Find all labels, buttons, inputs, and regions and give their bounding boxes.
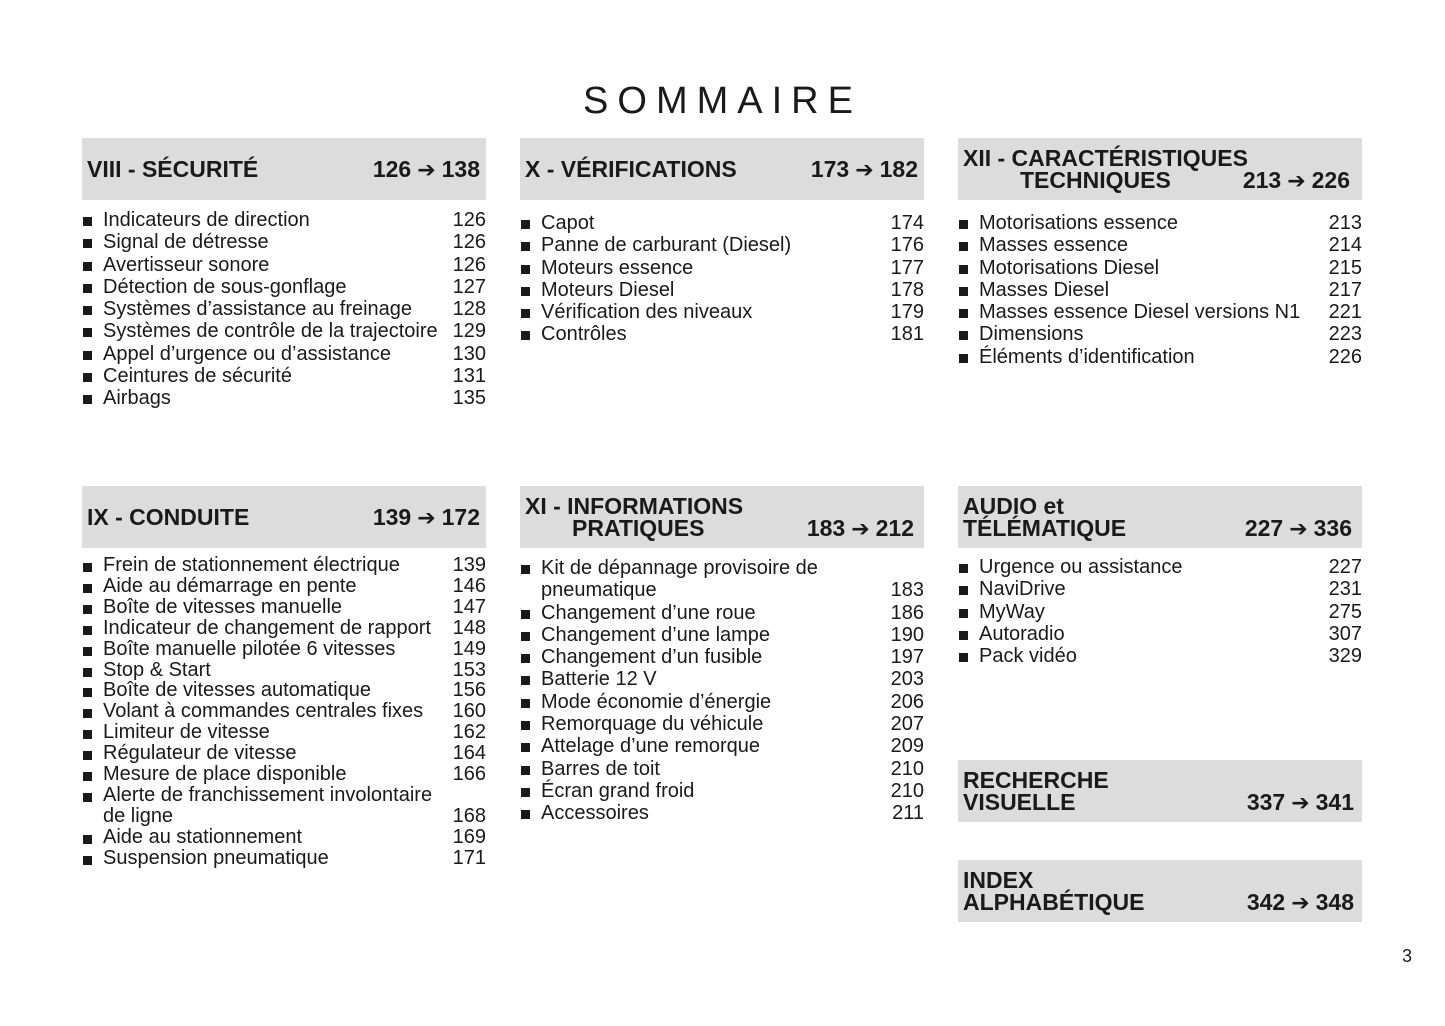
toc-entry[interactable] <box>520 257 924 279</box>
toc-entry[interactable] <box>958 556 1362 578</box>
toc-entry[interactable] <box>82 343 486 365</box>
entry-label: Airbags <box>103 387 171 410</box>
square-bullet-icon <box>959 242 968 251</box>
section-header[interactable] <box>958 760 1362 822</box>
square-bullet-icon <box>521 788 530 797</box>
entry-label: Attelage d’une remorque <box>541 735 761 758</box>
section-title-line1: INDEX <box>963 867 1034 893</box>
square-bullet-icon <box>83 306 92 315</box>
square-bullet-icon <box>83 328 92 337</box>
section-header[interactable] <box>958 486 1362 548</box>
page-range: 126 ➔ 138 <box>373 138 480 200</box>
entry-page: 203 <box>890 668 924 691</box>
arrow-right-icon: ➔ <box>855 157 874 182</box>
square-bullet-icon <box>83 605 92 614</box>
square-bullet-icon <box>83 262 92 271</box>
entry-label: Masses Diesel <box>979 278 1110 301</box>
entry-page: 275 <box>1328 600 1362 623</box>
square-bullet-icon <box>959 631 968 640</box>
entry-label: Mesure de place disponible <box>103 763 347 786</box>
toc-entry[interactable] <box>82 231 486 253</box>
entry-label: MyWay <box>979 600 1045 623</box>
entry-label: Urgence ou assistance <box>979 556 1183 578</box>
square-bullet-icon <box>521 287 530 296</box>
entry-label: Aide au stationnement <box>103 825 303 848</box>
section-header[interactable] <box>520 138 924 200</box>
entry-label: Avertisseur sonore <box>103 253 270 276</box>
entry-label: Kit de dépannage provisoire de pneumatique <box>541 557 818 602</box>
entry-label: Motorisations essence <box>979 212 1178 234</box>
toc-entry[interactable] <box>82 555 486 576</box>
item-list <box>520 212 924 346</box>
square-bullet-icon <box>83 395 92 404</box>
entry-label: Boîte de vitesses manuelle <box>103 595 343 618</box>
entry-page: 210 <box>890 757 924 780</box>
entry-page: 207 <box>890 713 924 736</box>
entry-label: Moteurs essence <box>541 256 694 279</box>
entry-page: 183 <box>890 579 924 602</box>
square-bullet-icon <box>83 772 92 781</box>
entry-page: 190 <box>890 623 924 646</box>
square-bullet-icon <box>83 217 92 226</box>
toc-entry[interactable] <box>82 320 486 342</box>
entry-page: 179 <box>890 301 924 324</box>
entry-page: 197 <box>890 646 924 669</box>
entry-page: 223 <box>1328 323 1362 346</box>
page-range: 227 ➔ 336 <box>1244 515 1352 541</box>
toc-entry[interactable] <box>520 780 924 802</box>
square-bullet-icon <box>959 586 968 595</box>
toc-entry[interactable] <box>520 234 924 256</box>
toc-entry[interactable] <box>958 601 1362 623</box>
square-bullet-icon <box>521 309 530 318</box>
square-bullet-icon <box>83 835 92 844</box>
toc-entry[interactable] <box>958 623 1362 645</box>
square-bullet-icon <box>959 609 968 618</box>
entry-label: Masses essence Diesel versions N1 <box>979 301 1301 324</box>
square-bullet-icon <box>521 565 530 574</box>
entry-label: Stop & Start <box>103 658 211 681</box>
page-range: 183 ➔ 212 <box>806 515 914 541</box>
toc-entry[interactable] <box>520 323 924 345</box>
square-bullet-icon <box>521 331 530 340</box>
entry-label: Boîte de vitesses automatique <box>103 679 371 702</box>
toc-entry[interactable] <box>82 298 486 320</box>
toc-entry[interactable] <box>82 848 486 869</box>
square-bullet-icon <box>83 351 92 360</box>
arrow-right-icon: ➔ <box>1291 890 1310 915</box>
square-bullet-icon <box>521 766 530 775</box>
entry-label: Systèmes d’assistance au freinage <box>103 298 413 321</box>
square-bullet-icon <box>959 287 968 296</box>
entry-label: Autoradio <box>979 622 1065 645</box>
entry-label: Motorisations Diesel <box>979 256 1160 279</box>
entry-label: Régulateur de vitesse <box>103 742 297 765</box>
entry-page: 174 <box>890 212 924 234</box>
toc-entry[interactable] <box>82 785 486 827</box>
entry-page: 139 <box>452 554 486 576</box>
toc-entry[interactable] <box>520 624 924 646</box>
arrow-right-icon: ➔ <box>851 516 870 541</box>
section-title-line1: XII - CARACTÉRISTIQUES <box>963 145 1248 171</box>
toc-entry[interactable] <box>82 701 486 722</box>
entry-label: Alerte de franchissement involontaire de ligne <box>103 783 433 827</box>
entry-label: Éléments d’identification <box>979 345 1195 368</box>
toc-entry[interactable] <box>520 668 924 690</box>
square-bullet-icon <box>959 564 968 573</box>
entry-page: 126 <box>452 231 486 254</box>
entry-label: Boîte manuelle pilotée 6 vitesses <box>103 637 396 660</box>
entry-page: 162 <box>452 721 486 744</box>
entry-label: Ceintures de sécurité <box>103 365 292 388</box>
entry-page: 129 <box>452 320 486 343</box>
toc-entry[interactable] <box>520 279 924 301</box>
toc-entry[interactable] <box>82 387 486 409</box>
entry-page: 177 <box>890 256 924 279</box>
entry-label: Moteurs Diesel <box>541 278 675 301</box>
entry-label: Systèmes de contrôle de la trajectoire <box>103 320 438 343</box>
toc-entry[interactable] <box>82 254 486 276</box>
entry-page: 171 <box>452 846 486 869</box>
square-bullet-icon <box>83 647 92 656</box>
entry-label: Panne de carburant (Diesel) <box>541 234 792 257</box>
section-caracteristiques <box>958 138 1362 368</box>
toc-entry[interactable] <box>82 660 486 681</box>
toc-entry[interactable] <box>958 212 1362 234</box>
entry-label: Indicateur de changement de rapport <box>103 616 431 639</box>
toc-entry[interactable] <box>82 743 486 764</box>
entry-page: 209 <box>890 735 924 758</box>
square-bullet-icon <box>959 354 968 363</box>
square-bullet-icon <box>83 856 92 865</box>
toc-entry[interactable] <box>520 713 924 735</box>
section-securite <box>82 138 486 410</box>
entry-label: Mode économie d’énergie <box>541 690 772 713</box>
entry-page: 169 <box>452 825 486 848</box>
toc-entry[interactable] <box>958 645 1362 667</box>
square-bullet-icon <box>83 688 92 697</box>
square-bullet-icon <box>83 668 92 677</box>
item-list <box>958 556 1362 667</box>
square-bullet-icon <box>83 730 92 739</box>
page-range: 337 ➔ 341 <box>1246 789 1354 815</box>
entry-page: 156 <box>452 679 486 702</box>
section-informations-pratiques <box>520 486 924 825</box>
entry-label: Pack vidéo <box>979 645 1077 668</box>
entry-page: 329 <box>1328 645 1362 668</box>
entry-page: 231 <box>1328 578 1362 601</box>
section-title-line2: ALPHABÉTIQUE <box>963 889 1145 915</box>
toc-entry[interactable] <box>958 323 1362 345</box>
arrow-right-icon: ➔ <box>417 505 436 530</box>
entry-page: 168 <box>452 804 486 827</box>
entry-label: Appel d’urgence ou d’assistance <box>103 342 391 365</box>
square-bullet-icon <box>521 632 530 641</box>
entry-page: 149 <box>452 637 486 660</box>
page-title: SOMMAIRE <box>583 80 862 122</box>
toc-entry[interactable] <box>520 758 924 780</box>
square-bullet-icon <box>83 751 92 760</box>
entry-page: 227 <box>1328 556 1362 578</box>
entry-page: 166 <box>452 763 486 786</box>
entry-page: 206 <box>890 690 924 713</box>
section-verifications <box>520 138 924 346</box>
entry-label: Dimensions <box>979 323 1084 346</box>
toc-entry[interactable] <box>82 722 486 743</box>
item-list <box>520 557 924 825</box>
entry-page: 210 <box>890 779 924 802</box>
toc-entry[interactable] <box>520 602 924 624</box>
section-header[interactable] <box>82 138 486 200</box>
entry-page: 130 <box>452 342 486 365</box>
toc-entry[interactable] <box>520 802 924 824</box>
entry-page: 213 <box>1328 212 1362 234</box>
toc-entry[interactable] <box>82 365 486 387</box>
entry-label: Contrôles <box>541 323 627 346</box>
square-bullet-icon <box>521 654 530 663</box>
entry-page: 178 <box>890 278 924 301</box>
square-bullet-icon <box>83 284 92 293</box>
toc-entry[interactable] <box>82 827 486 848</box>
entry-label: Aide au démarrage en pente <box>103 574 357 597</box>
entry-page: 181 <box>890 323 924 346</box>
square-bullet-icon <box>83 793 92 802</box>
toc-entry[interactable] <box>520 735 924 757</box>
section-title-line1: RECHERCHE <box>963 767 1109 793</box>
section-title: X - VÉRIFICATIONS <box>525 156 737 182</box>
section-title: IX - CONDUITE <box>87 504 250 530</box>
entry-label: Limiteur de vitesse <box>103 721 270 744</box>
square-bullet-icon <box>521 610 530 619</box>
entry-label: Écran grand froid <box>541 779 695 802</box>
toc-entry[interactable] <box>82 680 486 701</box>
page-range: 213 ➔ 226 <box>1242 167 1350 193</box>
square-bullet-icon <box>83 563 92 572</box>
entry-label: Accessoires <box>541 802 649 825</box>
section-title-line2: VISUELLE <box>963 789 1076 815</box>
page-range: 342 ➔ 348 <box>1246 889 1354 915</box>
section-title-line1: AUDIO et <box>963 493 1064 519</box>
toc-entry[interactable] <box>958 301 1362 323</box>
square-bullet-icon <box>83 239 92 248</box>
entry-label: Changement d’une lampe <box>541 623 771 646</box>
toc-entry[interactable] <box>520 557 924 602</box>
toc-entry[interactable] <box>82 576 486 597</box>
entry-page: 148 <box>452 616 486 639</box>
item-list <box>958 212 1362 368</box>
square-bullet-icon <box>959 309 968 318</box>
toc-entry[interactable] <box>82 597 486 618</box>
entry-page: 226 <box>1328 345 1362 368</box>
section-header[interactable] <box>958 860 1362 922</box>
square-bullet-icon <box>83 584 92 593</box>
entry-page: 147 <box>452 595 486 618</box>
entry-label: Volant à commandes centrales fixes <box>103 700 424 723</box>
entry-label: Changement d’une roue <box>541 601 756 624</box>
toc-entry[interactable] <box>958 346 1362 368</box>
entry-label: Frein de stationnement électrique <box>103 554 400 576</box>
entry-label: Indicateurs de direction <box>103 209 310 231</box>
toc-entry[interactable] <box>958 257 1362 279</box>
arrow-right-icon: ➔ <box>1289 516 1308 541</box>
toc-entry[interactable] <box>958 578 1362 600</box>
entry-page: 126 <box>452 253 486 276</box>
entry-page: 217 <box>1328 278 1362 301</box>
square-bullet-icon <box>83 709 92 718</box>
arrow-right-icon: ➔ <box>1287 168 1306 193</box>
entry-page: 186 <box>890 601 924 624</box>
entry-page: 221 <box>1328 301 1362 324</box>
entry-page: 164 <box>452 742 486 765</box>
arrow-right-icon: ➔ <box>1291 790 1310 815</box>
toc-entry[interactable] <box>82 618 486 639</box>
entry-label: Changement d’un fusible <box>541 646 763 669</box>
section-title-line2: PRATIQUES <box>572 515 705 541</box>
toc-entry[interactable] <box>520 646 924 668</box>
toc-entry[interactable] <box>520 301 924 323</box>
section-header[interactable] <box>958 138 1362 200</box>
square-bullet-icon <box>521 676 530 685</box>
square-bullet-icon <box>521 721 530 730</box>
square-bullet-icon <box>959 331 968 340</box>
section-recherche-visuelle <box>958 760 1362 822</box>
toc-entry[interactable] <box>82 276 486 298</box>
section-audio-telematique <box>958 486 1362 667</box>
entry-page: 135 <box>452 387 486 410</box>
entry-page: 215 <box>1328 256 1362 279</box>
entry-page: 307 <box>1328 622 1362 645</box>
entry-page: 128 <box>452 298 486 321</box>
square-bullet-icon <box>521 810 530 819</box>
entry-page: 146 <box>452 574 486 597</box>
entry-page: 126 <box>452 209 486 231</box>
entry-label: Barres de toit <box>541 757 660 780</box>
square-bullet-icon <box>521 242 530 251</box>
square-bullet-icon <box>83 626 92 635</box>
arrow-right-icon: ➔ <box>417 157 436 182</box>
entry-label: Capot <box>541 212 595 234</box>
section-conduite <box>82 486 486 869</box>
item-list <box>82 209 486 410</box>
square-bullet-icon <box>521 699 530 708</box>
entry-page: 153 <box>452 658 486 681</box>
entry-page: 127 <box>452 275 486 298</box>
square-bullet-icon <box>521 743 530 752</box>
entry-label: NaviDrive <box>979 578 1066 601</box>
section-header[interactable] <box>520 486 924 548</box>
entry-label: Signal de détresse <box>103 231 269 254</box>
section-title-line2: TECHNIQUES <box>1020 167 1171 193</box>
square-bullet-icon <box>83 373 92 382</box>
entry-label: Suspension pneumatique <box>103 846 329 869</box>
entry-label: Remorquage du véhicule <box>541 713 764 736</box>
square-bullet-icon <box>959 653 968 662</box>
entry-label: Batterie 12 V <box>541 668 657 691</box>
entry-page: 176 <box>890 234 924 257</box>
square-bullet-icon <box>959 220 968 229</box>
toc-entry[interactable] <box>958 279 1362 301</box>
entry-label: Vérification des niveaux <box>541 301 753 324</box>
square-bullet-icon <box>521 265 530 274</box>
entry-label: Masses essence <box>979 234 1128 257</box>
section-title-line1: XI - INFORMATIONS <box>525 493 744 519</box>
entry-page: 214 <box>1328 234 1362 257</box>
page-range: 173 ➔ 182 <box>811 138 918 200</box>
entry-page: 160 <box>452 700 486 723</box>
toc-entry[interactable] <box>958 234 1362 256</box>
toc-entry[interactable] <box>520 212 924 234</box>
section-index-alphabetique <box>958 860 1362 922</box>
page-number: 3 <box>1401 946 1412 966</box>
toc-entry[interactable] <box>82 764 486 785</box>
toc-entry[interactable] <box>520 691 924 713</box>
toc-entry[interactable] <box>82 209 486 231</box>
section-title: VIII - SÉCURITÉ <box>87 156 259 182</box>
entry-page: 211 <box>892 802 924 825</box>
section-title-line2: TÉLÉMATIQUE <box>963 515 1127 541</box>
entry-label: Détection de sous-gonflage <box>103 275 347 298</box>
entry-page: 131 <box>452 365 486 388</box>
section-header[interactable] <box>82 486 486 548</box>
square-bullet-icon <box>959 265 968 274</box>
toc-entry[interactable] <box>82 639 486 660</box>
item-list <box>82 555 486 869</box>
square-bullet-icon <box>521 220 530 229</box>
page-range: 139 ➔ 172 <box>373 486 480 548</box>
